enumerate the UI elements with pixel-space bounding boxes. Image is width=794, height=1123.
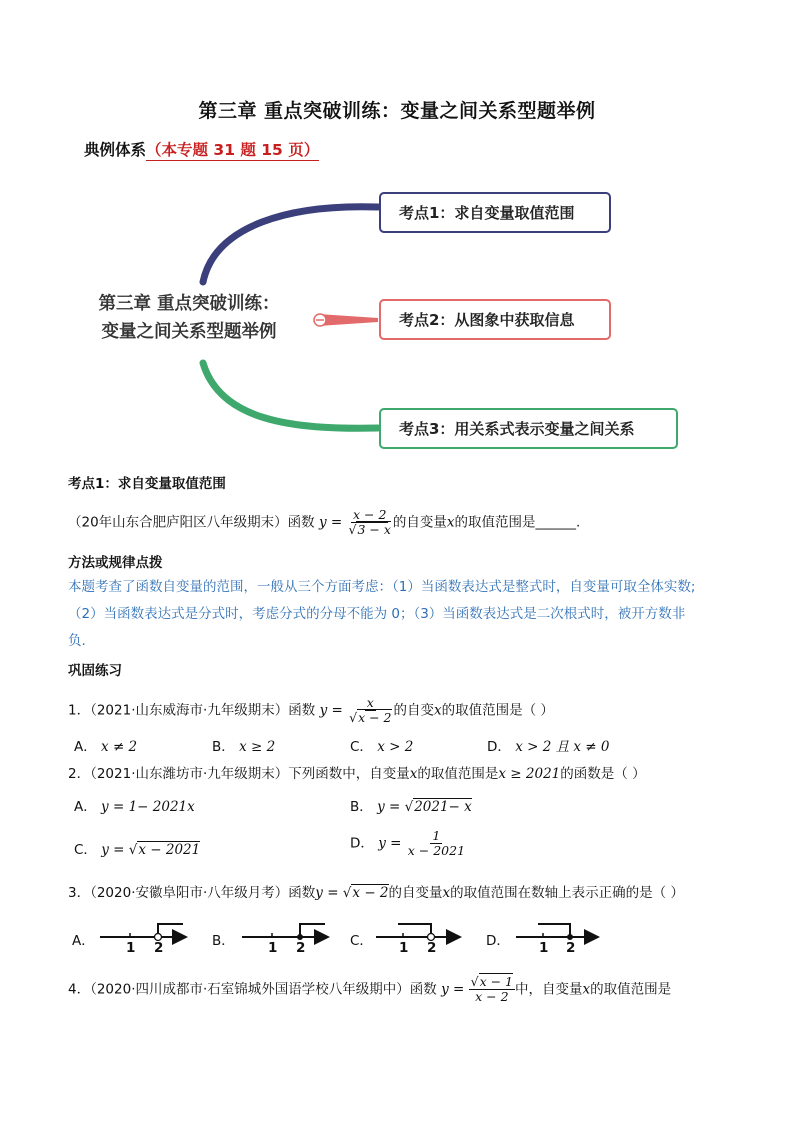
- tick-c-2: 2: [427, 940, 437, 956]
- q3-option-b[interactable]: B．: [212, 933, 235, 949]
- branch-bottom: [203, 363, 378, 428]
- tick-c-1: 1: [399, 940, 409, 956]
- question-3: 3．（2020·安徽阜阳市·八年级月考）函数y = √x − 2的自变量x的取值范围在数轴上表示正确的是（ ）: [68, 885, 684, 901]
- q2-option-c[interactable]: C． y = √x − 2021: [74, 842, 201, 858]
- method-line-2: （2）当函数表达式是分式时，考虑分式的分母不能为 0；（3）当函数表达式是二次根式时，被开方数非: [68, 606, 686, 622]
- mindmap-node-1: 考点1：求自变量取值范围: [379, 192, 611, 233]
- branch-top: [203, 207, 378, 282]
- tick-b-1: 1: [268, 940, 278, 956]
- q3-number-lines: [0, 910, 794, 960]
- mindmap-center: [78, 290, 300, 346]
- question-2: 2．（2021·山东潍坊市·九年级期末）下列函数中，自变量x的取值范围是x ≥ 2021的函数是（ ）: [68, 766, 646, 782]
- tick-d-1: 1: [539, 940, 549, 956]
- q3-option-a[interactable]: A．: [72, 933, 95, 949]
- system-note: （本专题 31 题 15 页）: [146, 141, 320, 159]
- mindmap-connectors: [0, 0, 794, 470]
- number-line-d: [516, 924, 598, 940]
- tick-b-2: 2: [296, 940, 306, 956]
- section-heading: 考点1：求自变量取值范围: [68, 476, 226, 492]
- tick-a-1: 1: [126, 940, 136, 956]
- q1-option-b[interactable]: B． x ≥ 2: [212, 739, 276, 755]
- q1-option-c[interactable]: C． x > 2: [350, 739, 414, 755]
- q2-option-b[interactable]: B． y = √2021− x: [350, 799, 472, 815]
- method-heading: 方法或规律点拨: [68, 555, 163, 571]
- example-fraction: $\frac{x - 2}{√3 - x}$: [348, 507, 391, 537]
- q2-option-a[interactable]: A． y = 1− 2021x: [74, 799, 195, 815]
- mindmap-node-2: 考点2：从图象中获取信息: [379, 299, 611, 340]
- question-1: 1．（2021·山东威海市·九年级期末）函数 y = $\frac{x}{√x - 2}$ 的自变x的取值范围是（ ）: [68, 695, 554, 725]
- method-line-1: 本题考查了函数自变量的范围，一般从三个方面考虑：（1）当函数表达式是整式时，自变量可取全体实数;: [68, 579, 696, 595]
- mindmap-node-3: 考点3：用关系式表示变量之间关系: [379, 408, 678, 449]
- method-line-3: 负.: [68, 633, 86, 649]
- center-line-2: 变量之间关系型题举例: [101, 322, 277, 342]
- q1-option-a[interactable]: A． x ≠ 2: [74, 739, 138, 755]
- tick-d-2: 2: [566, 940, 576, 956]
- q3-option-d[interactable]: D．: [486, 933, 510, 949]
- page-title: 第三章 重点突破训练：变量之间关系型题举例: [198, 100, 596, 122]
- example-problem: （20年山东合肥庐阳区八年级期末）函数 y = $\frac{x - 2}{√3 - x}$ 的自变量x的取值范围是______.: [68, 507, 581, 537]
- q3-option-c[interactable]: C．: [350, 933, 373, 949]
- branch-middle: [318, 314, 378, 326]
- system-label: 典例体系: [84, 141, 147, 159]
- number-line-c: [376, 924, 460, 941]
- center-line-1: 第三章 重点突破训练：: [98, 294, 280, 314]
- number-line-a: [100, 924, 186, 941]
- number-line-b: [242, 924, 328, 940]
- tick-a-2: 2: [154, 940, 164, 956]
- question-4: 4．（2020·四川成都市·石室锦城外国语学校八年级期中）函数 y = $\frac{√x - 1}{x - 2}$ 中，自变量x的取值范围是: [68, 974, 672, 1004]
- q1-option-d[interactable]: D． x > 2 且 x ≠ 0: [487, 739, 610, 755]
- practice-heading: 巩固练习: [68, 663, 122, 679]
- q2-option-d[interactable]: D． y = $\frac{1}{x - 2021}$: [350, 828, 466, 858]
